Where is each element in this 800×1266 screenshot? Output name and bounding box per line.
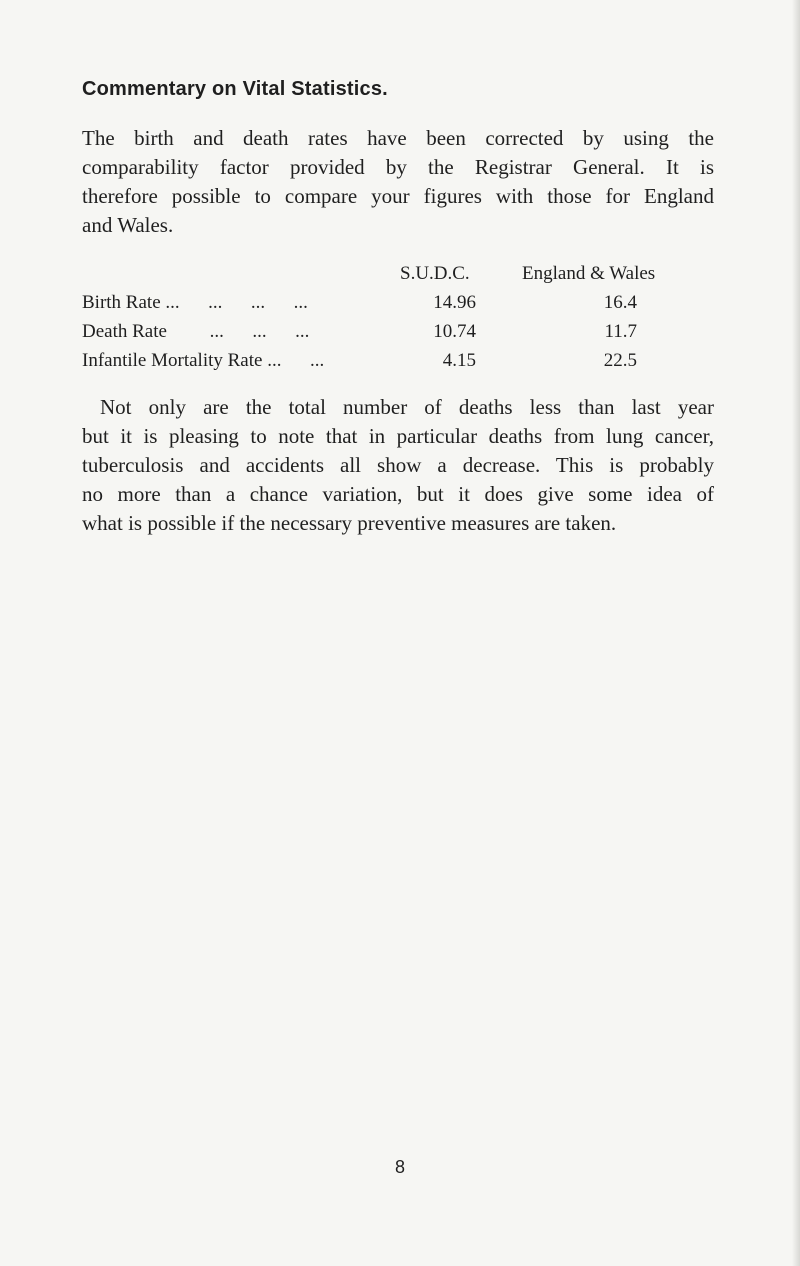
paragraph-line: comparability factor provided by the Registrar General. It is — [82, 155, 714, 179]
england-wales-value: 11.7 — [604, 321, 637, 342]
paragraph-line: what is possible if the necessary preventive measures are taken. — [82, 511, 617, 535]
sudc-value: 14.96 — [433, 292, 476, 313]
england-wales-value: 22.5 — [603, 350, 637, 371]
page-edge — [792, 0, 800, 1266]
table-row — [82, 317, 722, 346]
paragraph-line: Not only are the total number of deaths less than last year — [100, 395, 714, 419]
table-row — [82, 288, 722, 317]
table-row — [82, 346, 722, 375]
paragraph-line: therefore possible to compare your figures with those for England — [82, 184, 714, 208]
paragraph-line: and Wales. — [82, 213, 174, 237]
column-header-sudc: S.U.D.C. — [400, 263, 470, 284]
intro-paragraph — [82, 124, 714, 240]
paragraph-line: but it is pleasing to note that in particular deaths from lung cancer, — [82, 424, 714, 448]
england-wales-value: 16.4 — [603, 292, 637, 313]
page-title: Commentary on Vital Statistics. — [82, 78, 388, 100]
row-label: Death Rate ... ... ... — [82, 321, 310, 342]
sudc-value: 4.15 — [442, 350, 476, 371]
column-header-england-wales: England & Wales — [522, 263, 656, 284]
row-label: Infantile Mortality Rate ... ... — [82, 350, 325, 371]
sudc-value: 10.74 — [433, 321, 476, 342]
vital-statistics-table — [82, 259, 722, 375]
row-label: Birth Rate ... ... ... ... — [82, 292, 308, 313]
commentary-paragraph — [82, 393, 714, 538]
table-header-row — [82, 259, 722, 288]
page-number: 8 — [394, 1157, 405, 1177]
paragraph-line: tuberculosis and accidents all show a decrease. This is probably — [82, 453, 714, 477]
paragraph-line: The birth and death rates have been corrected by using the — [82, 126, 714, 150]
paragraph-line: no more than a chance variation, but it does give some idea of — [82, 482, 714, 506]
